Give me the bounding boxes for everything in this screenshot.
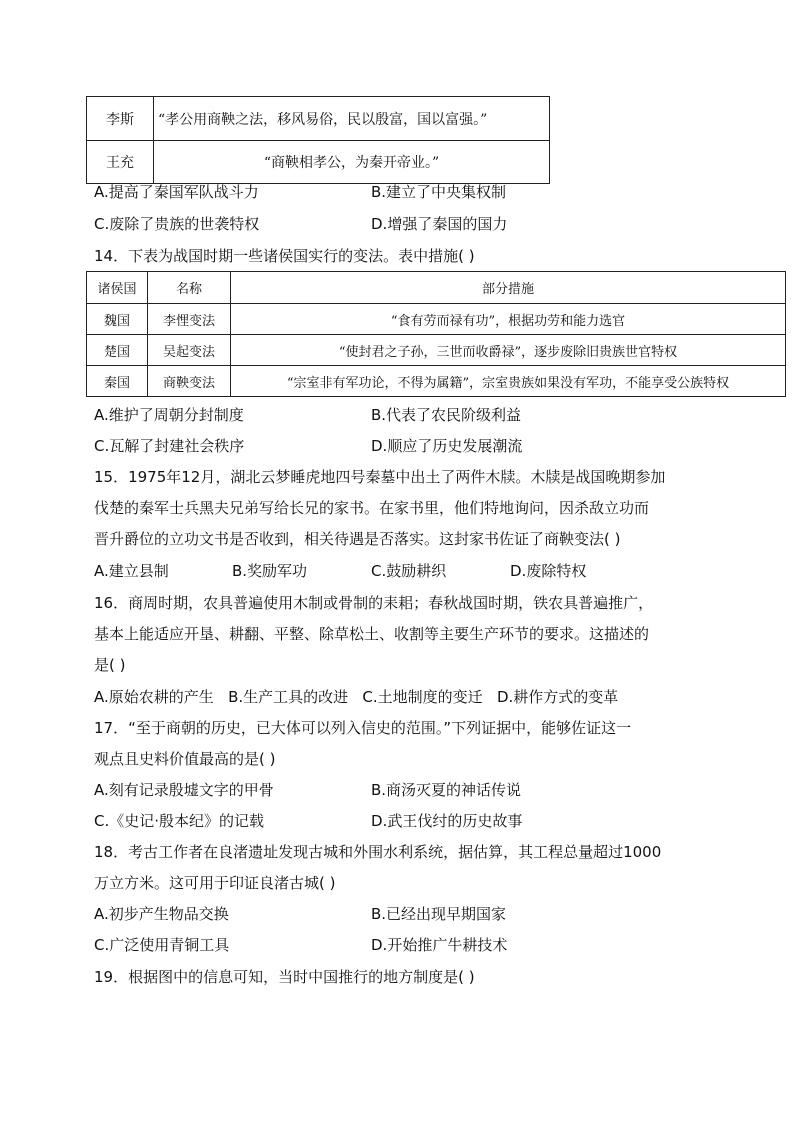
q16-line: 基本上能适应开垦、耕翻、平整、除草松土、收割等主要生产环节的要求。这描述的 xyxy=(94,625,650,643)
q14-option-a: A.维护了周朝分封制度 xyxy=(94,406,244,424)
table-cell: “使封君之子孙，三世而收爵禄”，逐步废除旧贵族世官特权 xyxy=(231,335,786,366)
q13-option-d: D.增强了秦国的国力 xyxy=(371,215,508,233)
q19-line: 19．根据图中的信息可知，当时中国推行的地方制度是( ) xyxy=(94,968,475,986)
table-row xyxy=(87,304,786,335)
table-row xyxy=(87,335,786,366)
q15-option-a: A.建立县制 xyxy=(94,562,169,580)
q17-option-a: A.刻有记录殷墟文字的甲骨 xyxy=(94,781,274,799)
q18-line: 万立方米。这可用于印证良渚古城( ) xyxy=(94,874,336,892)
q16-line: 是( ) xyxy=(94,656,126,674)
q17-option-d: D.武王伐纣的历史故事 xyxy=(371,812,523,830)
q18-option-c: C.广泛使用青铜工具 xyxy=(94,936,230,954)
quote-table xyxy=(86,96,550,184)
q16-options: A.原始农耕的产生 B.生产工具的改进 C.土地制度的变迁 D.耕作方式的变革 xyxy=(94,688,619,706)
table-cell: “食有劳而禄有功”，根据功劳和能力选官 xyxy=(231,304,786,335)
q14-option-d: D.顺应了历史发展潮流 xyxy=(371,437,523,455)
table-cell: 楚国 xyxy=(87,335,148,366)
table-cell: 李悝变法 xyxy=(148,304,231,335)
q18-line: 18．考古工作者在良渚遗址发现古城和外围水利系统，据估算，其工程总量超过1000 xyxy=(94,843,662,861)
q17-line: 观点且史料价值最高的是( ) xyxy=(94,750,276,768)
quote-author: 王充 xyxy=(87,141,154,184)
quote-text: “孝公用商鞅之法，移风易俗，民以殷富，国以富强。” xyxy=(154,97,550,141)
table-header-cell: 诸侯国 xyxy=(87,272,148,304)
q17-option-b: B.商汤灭夏的神话传说 xyxy=(371,781,522,799)
q17-line: 17．“至于商朝的历史，已大体可以列入信史的范围。”下列证据中，能够佐证这一 xyxy=(94,719,632,737)
table-header-row xyxy=(87,272,786,304)
q14-stem: 14．下表为战国时期一些诸侯国实行的变法。表中措施( ) xyxy=(94,247,475,265)
table-cell: 魏国 xyxy=(87,304,148,335)
q15-line: 晋升爵位的立功文书是否收到，相关待遇是否落实。这封家书佐证了商鞅变法( ) xyxy=(94,530,621,548)
q14-option-c: C.瓦解了封建社会秩序 xyxy=(94,437,245,455)
quote-row xyxy=(87,141,550,184)
q15-option-d: D.废除特权 xyxy=(510,562,587,580)
q18-option-b: B.已经出现早期国家 xyxy=(371,905,507,923)
quote-text: “商鞅相孝公，为秦开帝业。” xyxy=(154,141,550,184)
q13-option-c: C.废除了贵族的世袭特权 xyxy=(94,215,260,233)
q15-line: 伐楚的秦军士兵黑夫兄弟写给长兄的家书。在家书里，他们特地询问，因杀敌立功而 xyxy=(94,499,650,517)
q15-line: 15．1975年12月，湖北云梦睡虎地四号秦墓中出土了两件木牍。木牍是战国晚期参加 xyxy=(94,468,666,486)
table-header-cell: 部分措施 xyxy=(231,272,786,304)
table-cell: “宗室非有军功论，不得为属籍”，宗室贵族如果没有军功，不能享受公族特权 xyxy=(231,366,786,397)
table-cell: 吴起变法 xyxy=(148,335,231,366)
q15-option-c: C.鼓励耕织 xyxy=(371,562,447,580)
q18-option-d: D.开始推广牛耕技术 xyxy=(371,936,508,954)
q13-option-a: A.提高了秦国军队战斗力 xyxy=(94,183,259,201)
q15-option-b: B.奖励军功 xyxy=(232,562,308,580)
table-row xyxy=(87,366,786,397)
q13-option-b: B.建立了中央集权制 xyxy=(371,183,507,201)
table-cell: 商鞅变法 xyxy=(148,366,231,397)
q14-option-b: B.代表了农民阶级利益 xyxy=(371,406,522,424)
table-header-cell: 名称 xyxy=(148,272,231,304)
table-cell: 秦国 xyxy=(87,366,148,397)
quote-author: 李斯 xyxy=(87,97,154,141)
reform-table xyxy=(86,271,786,397)
q18-option-a: A.初步产生物品交换 xyxy=(94,905,229,923)
quote-row xyxy=(87,97,550,141)
q16-line: 16．商周时期，农具普遍使用木制或骨制的耒耜；春秋战国时期，铁农具普遍推广， xyxy=(94,594,654,612)
q17-option-c: C.《史记·殷本纪》的记载 xyxy=(94,812,265,830)
